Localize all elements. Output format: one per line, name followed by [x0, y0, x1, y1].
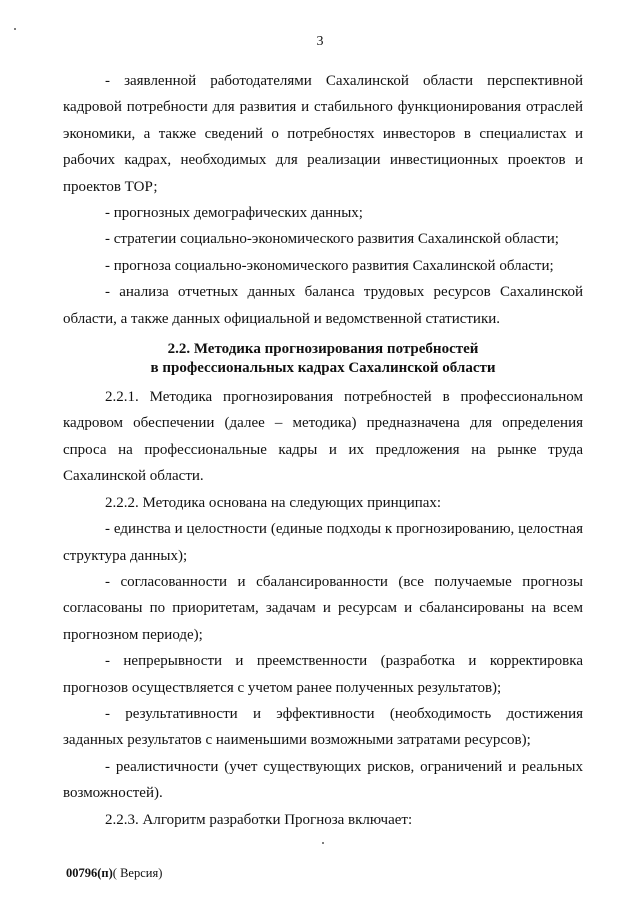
paragraph-2-2-3: 2.2.3. Алгоритм разработки Прогноза включает: — [105, 811, 413, 828]
paragraph-2-2-1: 2.2.1. Методика прогнозирования потребностей в профессиональном кадровом обеспечении (далее – методика) предназначена для определения спроса на профессиональные кадры и их предложения на рынке труда Сахалинской области. — [63, 389, 583, 485]
document-version: ( Версия) — [112, 866, 163, 880]
list-item-development-strategy: - стратегии социально-экономического развития Сахалинской области; — [105, 231, 559, 248]
list-item-development-forecast: - прогноза социально-экономического развития Сахалинской области; — [105, 257, 554, 274]
list-item-employer-demand: - заявленной работодателями Сахалинской области перспективной кадровой потребности для развития и стабильного функционирования отраслей экономики, а также сведений о потребностях инвесторов в специалистах и рабочих кадрах, необходимых для реализации инвестиционных проектов и проектов ТОР; — [63, 73, 583, 195]
list-item-labor-balance-analysis: - анализа отчетных данных баланса трудовых ресурсов Сахалинской области, а также данных официальной и ведомственной статистики. — [63, 284, 583, 327]
principle-efficiency: - результативности и эффективности (необходимость достижения заданных результатов с наименьшими возможными затратами ресурсов); — [63, 705, 583, 749]
paragraph-2-2-2: 2.2.2. Методика основана на следующих принципах: — [105, 494, 442, 511]
list-item-demographic-data: - прогнозных демографических данных; — [105, 205, 363, 222]
section-heading — [63, 340, 583, 378]
principle-consistency: - согласованности и сбалансированности (все получаемые прогнозы согласованы по приоритетам, задачам и ресурсам и сбалансированы на всем прогнозном периоде); — [63, 573, 583, 643]
principle-unity: - единства и целостности (единые подходы к прогнозированию, целостная структура данных); — [63, 521, 583, 564]
scan-speck — [322, 842, 324, 844]
document-footer — [66, 866, 162, 881]
principle-realism: - реалистичности (учет существующих рисков, ограничений и реальных возможностей). — [63, 758, 583, 802]
section-heading-line-2: в профессиональных кадрах Сахалинской области — [150, 360, 496, 377]
section-heading-line-1: 2.2. Методика прогнозирования потребностей — [167, 341, 479, 358]
document-body — [63, 68, 583, 833]
page-number: 3 — [316, 34, 324, 49]
scan-speck — [14, 28, 16, 30]
principle-continuity: - непрерывности и преемственности (разработка и корректировка прогнозов осуществляется с учетом ранее полученных результатов); — [63, 653, 583, 696]
document-code: 00796(п) — [66, 866, 113, 880]
